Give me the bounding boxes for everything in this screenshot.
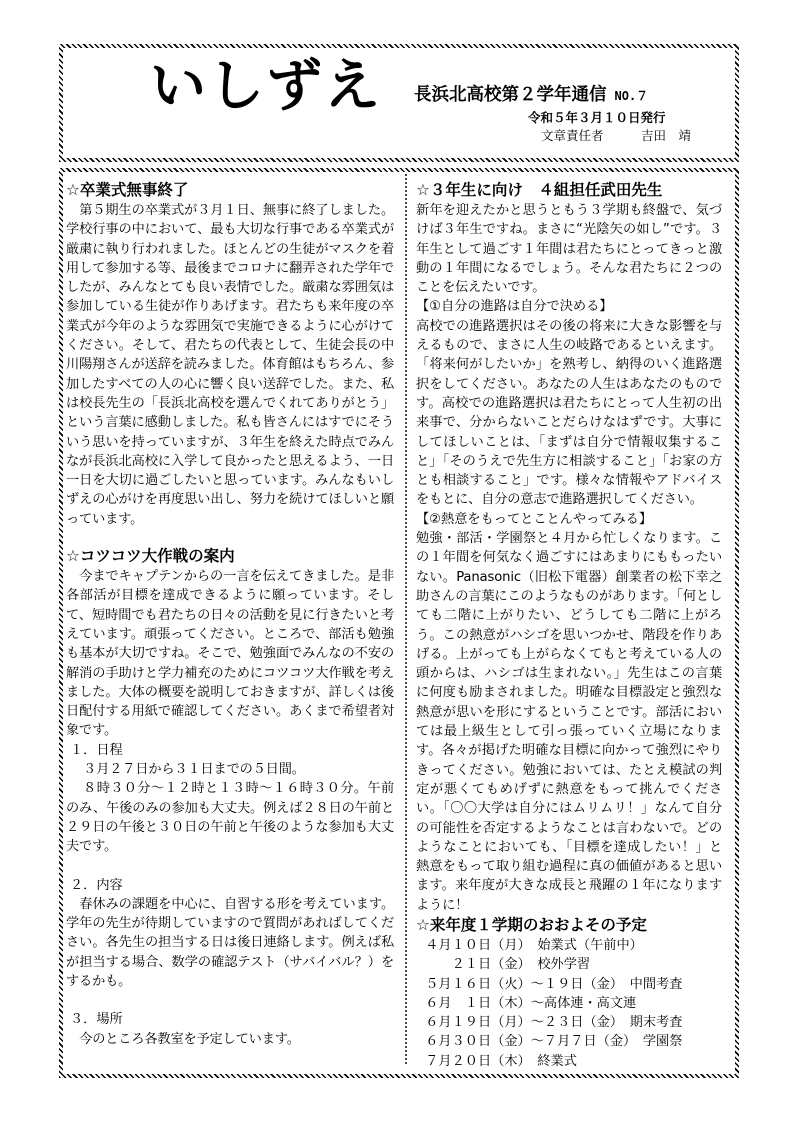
homeroom-section bbox=[416, 180, 722, 915]
point2-body: 勉強・部活・学園祭と４月から忙しくなります。この１年間を何気なく過ごすにはあまりにももったいない。Panasonic（旧松下電器）創業者の松下幸之助さんの言葉にこのようなものがあります。「何としても二階に上がりたい、どうしても二階に上がろう。この熱意がハシゴを思いつかせ、階段を作りあげる。上がっても上がらなくてもと考えている人の頭からは、ハシゴは生まれない。」先生はこの言葉に何度も励まされました。明確な目標設定と強烈な熱意が思いを形にするということです。部活においては最上級生として引っ張っていく立場になります。各々が掲げた明確な目標に向かって強烈にやりきってください。勉強においては、たとえ模試の判定が悪くてもめげずに熱意をもって挑んでください。「〇〇大学は自分にはムリムリ！」なんて自分の可能性を否定するようなことは言わないで。どのようなことにおいても、「目標を達成したい！」と熱意をもって取り組む過程に真の価値があると思います。来年度が大きな成長と飛躍の１年になりますように！ bbox=[416, 531, 722, 913]
homeroom-title: ☆３年生に向け ４組担任武田先生 bbox=[416, 181, 663, 199]
schedule-heading: １．日程 bbox=[69, 742, 123, 758]
kotsukotsu-section bbox=[66, 546, 394, 1049]
graduation-section bbox=[66, 180, 394, 529]
next-year-section bbox=[416, 915, 722, 1071]
editor-line bbox=[541, 128, 691, 144]
kotsukotsu-intro: 今までキャプテンからの一言を伝えてきました。是非各部活が目標を達成できるように願っています。そして、短時間でも君たちの日々の活動を見に行きたいと考えています。頑張ってください。ところで、部活も勉強も基本が大切ですね。そこで、勉強面でみんなの不安の解消の手助けと学力補充のためにコツコツ大作戦を考えました。大体の概要を説明しておきますが、詳しくは後日配付する用紙で確認してください。あくまで希望者対象です。 bbox=[66, 569, 394, 739]
homeroom-intro: 新年を迎えたかと思うともう３学期も終盤で、気づけば３年生ですね。まさに“光陰矢の如し”です。３年生として過ごす１年間は君たちにとってきっと激動の１年間になるでしょう。そんな君たちに２つのことを伝えたいです。 bbox=[416, 203, 722, 296]
event-row: ６月１９日（月）～２３日（金） 期末考査 bbox=[425, 1015, 683, 1031]
event-list bbox=[416, 936, 722, 1071]
event-row: ４月１０日（月） 始業式（午前中） bbox=[425, 937, 643, 953]
issue-date: 令和５年３月１０日発行 bbox=[528, 110, 666, 125]
left-column bbox=[66, 180, 394, 1049]
newsletter-name: 長浜北高校第２学年通信 bbox=[414, 85, 607, 105]
event-row: ６月３０日（金）～７月７日（金） 学園祭 bbox=[425, 1034, 683, 1050]
schedule-body: ８時３０分～１２時と１３時～１６時３０分。午前のみ、午後のみの参加も大丈夫。例えば２８日の午前と２９日の午後と３０日の午前と午後のような参加も大丈夫です。 bbox=[66, 781, 394, 855]
right-column bbox=[416, 180, 722, 1071]
graduation-title: ☆卒業式無事終了 bbox=[66, 181, 189, 199]
issue-number: NO.７ bbox=[614, 89, 649, 103]
next-year-title: ☆来年度１学期のおおよその予定 bbox=[416, 915, 647, 934]
point2-heading: 【②熱意をもってとことんやってみる】 bbox=[416, 511, 653, 527]
column-divider bbox=[405, 174, 407, 1064]
kotsukotsu-title: ☆コツコツ大作戦の案内 bbox=[66, 547, 235, 566]
graduation-body: 第５期生の卒業式が３月１日、無事に終了しました。学校行事の中において、最も大切な行事である卒業式が厳粛に執り行われました。ほとんどの生徒がマスクを着用して参加する等、最後までコロナに翻弄された学年でしたが、みんなとても良い表情でした。厳粛な雰囲気は参加している生徒が作りあげます。君たちも来年度の卒業式が今年のような雰囲気で実施できるように心がけてください。そして、君たちの代表として、生徒会長の中川陽翔さんが送辞を読みました。体育館はもちろん、参加したすべての人の心に響く良い送辞でした。また、私は校長先生の「長浜北高校を選んでくれてありがとう」という言葉に感動しました。私も皆さんにはすでにそういう思いを持っていますが、３年生を終えた時点でみんなが長浜北高校に入学して良かったと思えるよう、一日一日を大切に過ごしたいと思っています。みんなもいしずえの心がけを再度思い出し、努力を続けてほしいと願っています。 bbox=[66, 203, 394, 527]
content-heading: ２．内容 bbox=[69, 877, 123, 893]
point1-heading: 【①自分の進路は自分で決める】 bbox=[416, 299, 613, 315]
editor-label: 文章責任者 bbox=[541, 128, 604, 143]
event-row: ６月 １日（木）～高体連・高文連 bbox=[425, 995, 637, 1011]
point1-body: 高校での進路選択はその後の将来に大きな影響を与えるもので、まさに人生の岐路であるといえます。「将来何がしたいか」を熟考し、納得のいく進路選択をしてください。あなたの人生はあなたのものです。高校での進路選択は君たちにとって人生初の出来事で、分からないことだらけなはずです。大事にしてほしいことは、「まずは自分で情報収集すること」「そのうえで先生方に相談すること」「お家の方とも相談すること」です。様々な情報やアドバイスをもとに、自分の意志で進路選択してください。 bbox=[416, 318, 722, 508]
editor-name: 吉田 靖 bbox=[641, 128, 692, 143]
newsletter-title bbox=[414, 84, 648, 107]
schedule-dates: ３月２７日から３１日までの５日間。 bbox=[83, 762, 305, 778]
masthead-title: いしずえ bbox=[150, 54, 382, 119]
place-body: 今のところ各教室を予定しています。 bbox=[79, 1031, 300, 1047]
event-row: ７月２０日（木） 終業式 bbox=[425, 1053, 577, 1069]
event-row: ５月１６日（火）～１９日（金） 中間考査 bbox=[425, 976, 683, 992]
content-body: 春休みの課題を中心に、自習する形を考えています。学年の先生が待期していますので質問があればしてください。各先生の担当する日は後日連絡します。例えば私が担当する場合、数学の確認テスト（サバイバル？）をするかも。 bbox=[66, 896, 394, 989]
event-row: ２１日（金） 校外学習 bbox=[425, 957, 591, 973]
place-heading: ３．場所 bbox=[69, 1012, 123, 1028]
